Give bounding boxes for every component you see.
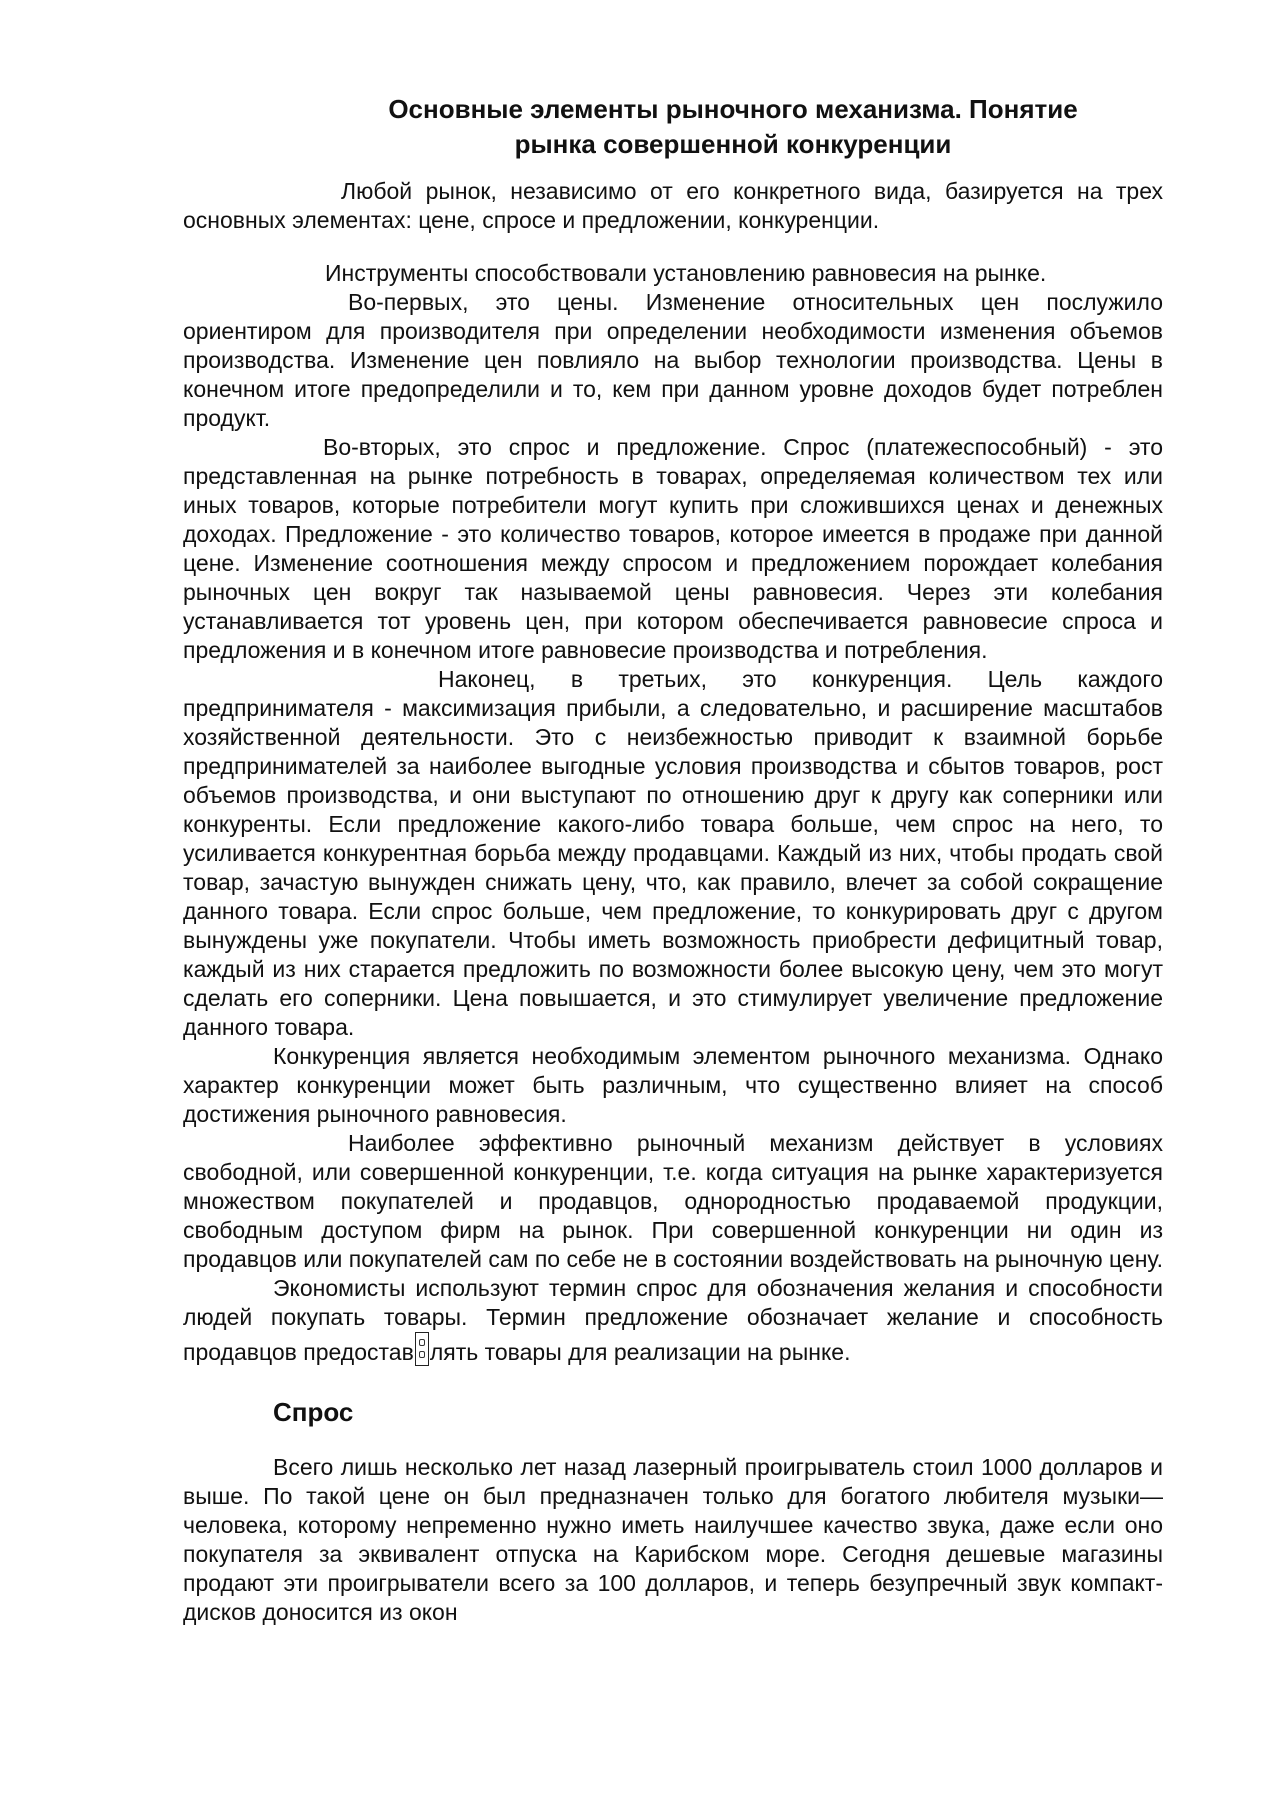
paragraph-perfect-competition: Наиболее эффективно рыночный механизм действует в условиях свободной, или совершенной конкуренции, т.е. когда ситуация на рынке характеризуется множеством покупателей и продавцов, однородностью продаваемой продукции, свободным доступом фирм на рынок. При совершенной конкуренции ни один из продавцов или покупателей сам по себе не в состоянии воздействовать на рыночную цену. (183, 1130, 1164, 1272)
title-line-2: рынка совершенной конкуренции (514, 129, 952, 159)
title-line-1: Основные элементы рыночного механизма. Понятие (388, 94, 1078, 124)
page-title (183, 92, 1163, 162)
paragraph-economists-part-2: лять товары для реализации на рынке. (429, 1339, 851, 1365)
paragraph-competition: Наконец, в третьих, это конкуренция. Цель каждого предпринимателя - максимизация прибыли, а следовательно, и расширение масштабов хозяйственной деятельности. Это с неизбежностью приводит к взаимной борьбе предпринимателей за наиболее выгодные условия производства и сбытов товаров, рост объемов производства, и они выступают по отношению друг к другу как соперники или конкуренты. Если предложение какого-либо товара больше, чем спрос на него, то усиливается конкурентная борьба между продавцами. Каждый из них, чтобы продать свой товар, зачастую вынужден снижать цену, что, как правило, влечет за собой сокращение данного товара. Если спрос больше, чем предложение, то конкурировать друг с другом вынуждены уже покупатели. Чтобы иметь возможность приобрести дефицитный товар, каждый из них старается предложить по возможности более высокую цену, чем это могут сделать его соперники. Цена повышается, и это стимулирует увеличение предложение данного товара. (183, 666, 1163, 1040)
paragraph-prices: Во-первых, это цены. Изменение относительных цен послужило ориентиром для производителя при определении необходимости изменения объемов производства. Изменение цен повлияло на выбор технологии производства. Цены в конечном итоге предопределили и то, кем при данном уровне доходов будет потреблен продукт. (183, 289, 1163, 431)
paragraph-competition-role: Конкуренция является необходимым элементом рыночного механизма. Однако характер конкуренции может быть различным, что существенно влияет на способ достижения рыночного равновесия. (183, 1043, 1163, 1127)
paragraph-laser-player: Всего лишь несколько лет назад лазерный проигрыватель стоил 1000 долларов и выше. По такой цене он был предназначен только для богатого любителя музыки—человека, которому непременно нужно иметь наилучшее качество звука, даже если оно покупателя за эквивалент отпуска на Карибском море. Сегодня дешевые магазины продают эти проигрыватели всего за 100 долларов, и теперь безупречный звук компакт-дисков доносится из окон (183, 1454, 1163, 1625)
paragraph-supply-demand: Во-вторых, это спрос и предложение. Спрос (платежеспособный) - это представленная на рынке потребность в товарах, определяемая количеством тех или иных товаров, которые потребители могут купить при сложившихся ценах и денежных доходах. Предложение - это количество товаров, которое имеется в продаже при данной цене. Изменение соотношения между спросом и предложением порождает колебания рыночных цен вокруг так называемой цены равновесия. Через эти колебания устанавливается тот уровень цен, при котором обеспечивается равновесие спроса и предложения и в конечном итоге равновесие производства и потребления. (183, 434, 1163, 663)
paragraph-economists-part-1: Экономисты используют термин спрос для обозначения желания и способности людей покупать товары. Термин предложение обозначает желание и способность продавцов предостав (183, 1275, 1163, 1365)
paragraph-economists (183, 1274, 1163, 1367)
paragraph-instruments: Инструменты способствовали установлению равновесия на рынке. (325, 260, 1047, 286)
text-cursor-icon (415, 1332, 429, 1366)
document-body (183, 92, 1163, 1627)
heading-demand: Спрос (273, 1397, 354, 1427)
paragraph-intro: Любой рынок, независимо от его конкретного вида, базируется на трех основных элементах: цене, спросе и предложении, конкуренции. (183, 178, 1163, 233)
